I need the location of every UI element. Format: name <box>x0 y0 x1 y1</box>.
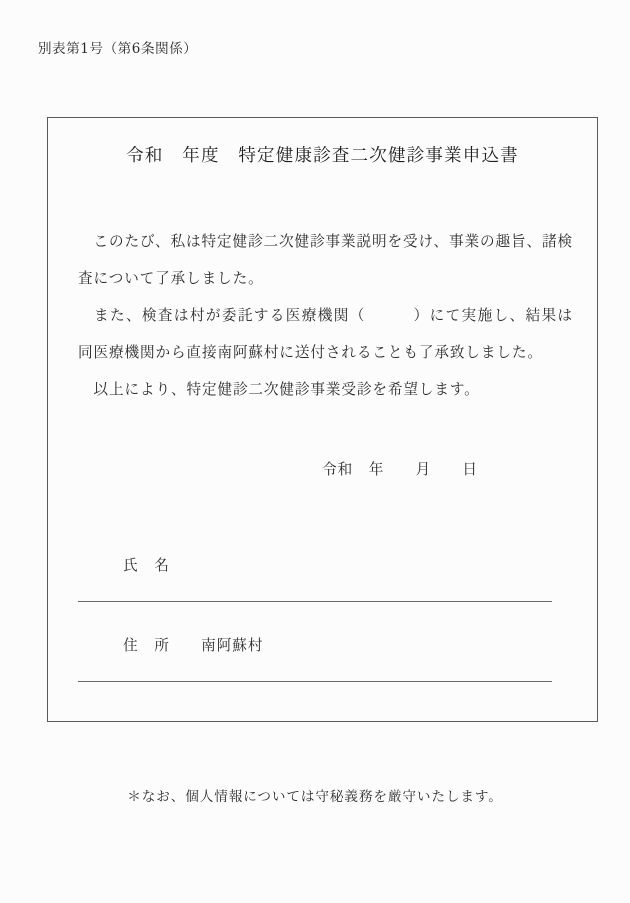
address-field-value: 南阿蘇村 <box>169 637 264 654</box>
form-title: 令和 年度 特定健康診査二次健診事業申込書 <box>126 146 519 166</box>
paragraph-medical-institution: また、検査は村が委託する医療機関（ ）にて実施し、結果は同医療機関から直接南阿蘇村に送付されることも了承致しました。 <box>78 307 573 361</box>
address-field[interactable] <box>78 616 552 682</box>
application-form-box <box>47 117 598 722</box>
privacy-footer-note: ＊なお、個人情報については守秘義務を厳守いたします。 <box>127 789 503 805</box>
form-number-header: 別表第1号（第6条関係） <box>38 41 198 57</box>
paragraph-request: 以上により、特定健診二次健診事業受診を希望します。 <box>78 381 480 398</box>
form-body-text <box>78 223 573 408</box>
paragraph-consent-explanation: このたび、私は特定健診二次健診事業説明を受け、事業の趣旨、諸検査について了承しました。 <box>78 233 573 287</box>
form-inner-content <box>48 118 597 721</box>
date-line: 令和 年 月 日 <box>322 461 478 478</box>
name-field-label: 氏 名 <box>123 557 170 574</box>
name-field[interactable] <box>78 536 552 602</box>
address-field-label: 住 所 <box>123 637 170 654</box>
